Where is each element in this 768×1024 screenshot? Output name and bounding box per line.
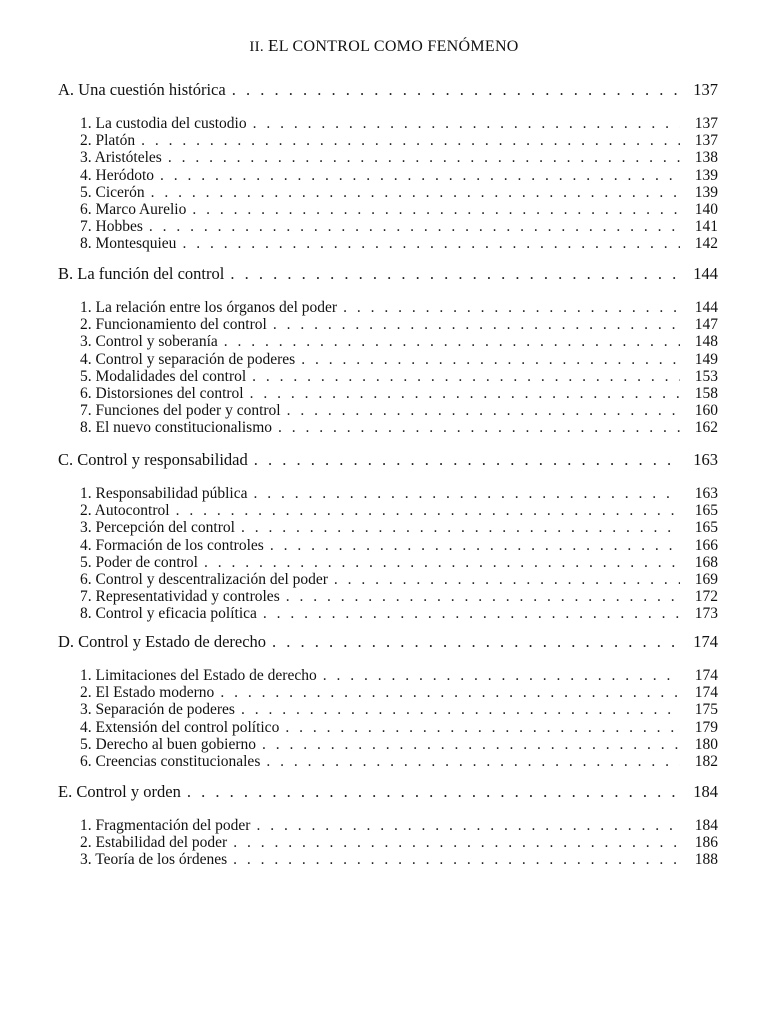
subsection-entry-label: 8. Montesquieu xyxy=(80,235,177,253)
chapter-title-initial: E xyxy=(268,36,279,55)
subsection-entry-label: 4. Formación de los controles xyxy=(80,536,264,554)
subsection-entry-label: 6. Control y descentralización del poder xyxy=(80,571,328,588)
section-entry-page-number: 184 xyxy=(693,782,718,801)
subsection-entry-page-number: 139 xyxy=(694,166,718,184)
subsection-entry-label: 5. Modalidades del control xyxy=(80,367,247,385)
section-entry-label: B. La función del control xyxy=(58,264,225,283)
chapter-numeral: II. xyxy=(249,39,264,55)
subsection-entry-page-number: 137 xyxy=(694,115,718,132)
subsection-entry-page-number: 174 xyxy=(694,667,718,684)
subsection-entry-label: 4. Control y separación de poderes xyxy=(80,350,296,368)
dot-leader xyxy=(187,782,680,802)
subsection-entry-page-number: 142 xyxy=(694,235,718,253)
subsection-entry-label: 1. La relación entre los órganos del poder xyxy=(80,299,338,316)
subsection-entry-label: 3. Teoría de los órdenes xyxy=(80,851,228,869)
subsection-entry-page-number: 175 xyxy=(694,701,718,719)
subsection-entry-label: 3. Control y soberanía xyxy=(80,333,218,351)
subsection-entry-label: 2. Estabilidad del poder xyxy=(80,834,228,852)
dot-leader xyxy=(230,264,680,284)
section-entry-page-number: 144 xyxy=(693,264,718,283)
subsection-entry-label: 8. El nuevo constitucionalismo xyxy=(80,419,273,437)
section-entry xyxy=(58,450,718,470)
section-entry-page-number: 174 xyxy=(693,632,718,651)
subsection-entry-label: 6. Marco Aurelio xyxy=(80,201,187,218)
subsection-entry xyxy=(80,234,718,254)
subsection-entry-label: 1. Limitaciones del Estado de derecho xyxy=(80,667,317,684)
subsection-entry-label: 5. Cicerón xyxy=(80,183,145,201)
dot-leader xyxy=(278,418,680,438)
subsection-entry-label: 3. Aristóteles xyxy=(80,149,162,167)
dot-leader xyxy=(254,450,680,470)
subsection-entry-page-number: 182 xyxy=(694,753,718,770)
subsection-entry-page-number: 179 xyxy=(694,718,718,736)
dot-leader xyxy=(272,632,680,652)
subsection-entry-label: 2. Platón xyxy=(80,132,136,150)
chapter-title xyxy=(0,36,768,56)
subsection-entry xyxy=(80,418,718,438)
subsection-entry-page-number: 139 xyxy=(694,183,718,201)
subsection-entry xyxy=(80,752,718,772)
subsection-entry-page-number: 172 xyxy=(694,588,718,606)
subsection-entry-label: 1. La custodia del custodio xyxy=(80,115,247,132)
subsection-entry-page-number: 184 xyxy=(694,817,718,834)
section-entry xyxy=(58,80,718,100)
subsection-entry-page-number: 160 xyxy=(694,402,718,420)
section-entry-label: D. Control y Estado de derecho xyxy=(58,632,267,651)
subsection-entry-page-number: 165 xyxy=(694,519,718,537)
subsection-entry-label: 2. El Estado moderno xyxy=(80,684,215,702)
subsection-entry xyxy=(80,604,718,624)
subsection-entry-page-number: 168 xyxy=(694,553,718,571)
subsection-entry-page-number: 180 xyxy=(694,735,718,753)
section-entry xyxy=(58,782,718,802)
subsection-entry-page-number: 174 xyxy=(694,684,718,702)
subsection-entry-page-number: 153 xyxy=(694,367,718,385)
subsection-entry-label: 6. Distorsiones del control xyxy=(80,385,244,402)
section-entry-label: A. Una cuestión histórica xyxy=(58,80,226,99)
subsection-entry-page-number: 148 xyxy=(694,333,718,351)
subsection-entry-label: 3. Percepción del control xyxy=(80,519,235,537)
section-entry-label: C. Control y responsabilidad xyxy=(58,450,248,469)
section-entry xyxy=(58,632,718,652)
subsection-entry-page-number: 149 xyxy=(694,350,718,368)
subsection-entry-label: 7. Representatividad y controles xyxy=(80,588,280,606)
section-entry-label: E. Control y orden xyxy=(58,782,181,801)
dot-leader xyxy=(232,80,680,100)
subsection-entry-label: 5. Poder de control xyxy=(80,553,198,571)
subsection-entry-page-number: 144 xyxy=(694,299,718,316)
subsection-entry-label: 7. Hobbes xyxy=(80,218,143,236)
subsection-entry-page-number: 137 xyxy=(694,132,718,150)
subsection-entry-page-number: 140 xyxy=(694,201,718,218)
section-entry xyxy=(58,264,718,284)
subsection-entry-page-number: 138 xyxy=(694,149,718,167)
dot-leader xyxy=(266,752,680,772)
subsection-entry-page-number: 169 xyxy=(694,571,718,588)
subsection-entry-label: 4. Heródoto xyxy=(80,166,155,184)
subsection-entry-label: 1. Fragmentación del poder xyxy=(80,817,251,834)
subsection-entry-page-number: 162 xyxy=(694,419,718,437)
subsection-entry-page-number: 163 xyxy=(694,485,718,502)
subsection-entry xyxy=(80,850,718,870)
subsection-entry-label: 1. Responsabilidad pública xyxy=(80,485,248,502)
subsection-entry-page-number: 173 xyxy=(694,605,718,623)
subsection-entry-label: 2. Funcionamiento del control xyxy=(80,316,267,334)
section-entry-page-number: 163 xyxy=(693,450,718,469)
subsection-entry-label: 4. Extensión del control político xyxy=(80,718,280,736)
subsection-entry-page-number: 188 xyxy=(694,851,718,869)
dot-leader xyxy=(233,850,680,870)
subsection-entry-label: 8. Control y eficacia política xyxy=(80,605,257,623)
dot-leader xyxy=(263,604,680,624)
subsection-entry-page-number: 158 xyxy=(694,385,718,402)
section-entry-page-number: 137 xyxy=(693,80,718,99)
subsection-entry-page-number: 147 xyxy=(694,316,718,334)
subsection-entry-label: 2. Autocontrol xyxy=(80,502,170,520)
chapter-title-rest: L CONTROL COMO FENÓMENO xyxy=(278,38,519,55)
subsection-entry-label: 3. Separación de poderes xyxy=(80,701,235,719)
subsection-entry-label: 6. Creencias constitucionales xyxy=(80,753,261,770)
subsection-entry-page-number: 166 xyxy=(694,536,718,554)
subsection-entry-page-number: 165 xyxy=(694,502,718,520)
dot-leader xyxy=(182,234,680,254)
subsection-entry-page-number: 141 xyxy=(694,218,718,236)
subsection-entry-label: 5. Derecho al buen gobierno xyxy=(80,735,257,753)
subsection-entry-label: 7. Funciones del poder y control xyxy=(80,402,281,420)
subsection-entry-page-number: 186 xyxy=(694,834,718,852)
